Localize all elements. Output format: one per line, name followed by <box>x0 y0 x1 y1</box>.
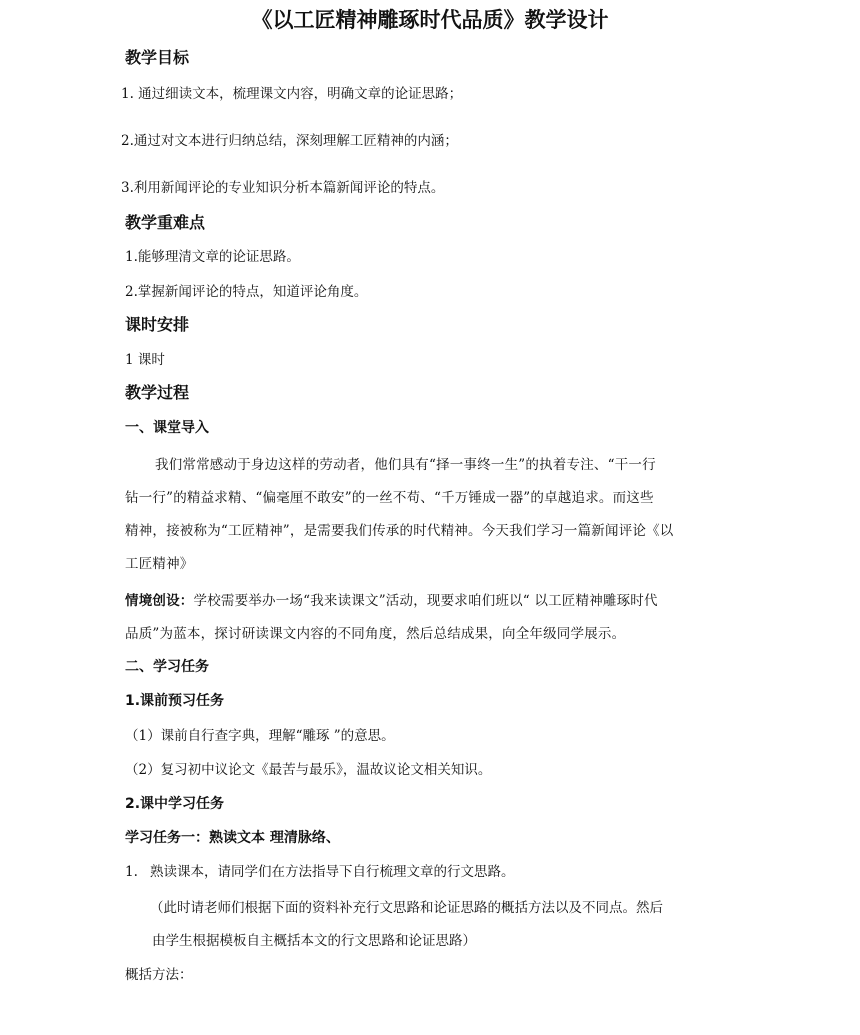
pre-class-item-2: （2）复习初中议论文《最苦与最乐》，温故议论文相关知识。 <box>125 762 492 778</box>
tasks-heading: 二、学习任务 <box>125 659 209 675</box>
step-number: 1. <box>125 864 138 880</box>
note-line-2: 由学生根据模板自主概括本文的行文思路和论证思路） <box>152 933 476 949</box>
pre-class-item-1: （1）课前自行查字典，理解“雕琢 ”的意思。 <box>125 728 395 744</box>
intro-heading: 一、课堂导入 <box>125 420 209 436</box>
method-label: 概括方法： <box>125 967 193 983</box>
in-class-heading: 2.课中学习任务 <box>125 796 225 812</box>
scenario-line-2: 品质”为蓝本，探讨研读课文内容的不同角度，然后总结成果，向全年级同学展示。 <box>125 626 626 642</box>
objective-item-1: 1. 通过细读文本，梳理课文内容，明确文章的论证思路； <box>121 86 463 102</box>
schedule-heading: 课时安排 <box>125 315 190 334</box>
scenario-line-1 <box>125 592 658 610</box>
objective-item-3: 3.利用新闻评论的专业知识分析本篇新闻评论的特点。 <box>121 180 445 196</box>
process-heading: 教学过程 <box>125 383 190 402</box>
intro-line-4: 工匠精神》 <box>125 556 194 572</box>
intro-line-3: 精神，接被称为“工匠精神”，是需要我们传承的时代精神。今天我们学习一篇新闻评论《以 <box>125 523 674 539</box>
task-one-heading: 学习任务一：熟读文本 理清脉络、 <box>125 830 340 846</box>
key-point-item-1: 1.能够理清文章的论证思路。 <box>125 249 300 265</box>
note-line-1: （此时请老师们根据下面的资料补充行文思路和论证思路的概括方法以及不同点。然后 <box>150 900 663 916</box>
objectives-heading: 教学目标 <box>125 48 190 67</box>
scenario-label: 情境创设： <box>125 593 194 609</box>
objective-item-2: 2.通过对文本进行归纳总结，深刻理解工匠精神的内涵； <box>121 133 458 149</box>
schedule-value: 1 课时 <box>125 352 165 368</box>
intro-line-1: 我们常常感动于身边这样的劳动者，他们具有“择一事终一生”的执着专注、“干一行 <box>155 457 656 473</box>
step-text: 熟读课本，请同学们在方法指导下自行梳理文章的行文思路。 <box>150 864 515 880</box>
key-points-heading: 教学重难点 <box>125 213 206 232</box>
scenario-text-1: 学校需要举办一场“我来读课文”活动，现要求咱们班以“ 以工匠精神雕琢时代 <box>193 593 658 609</box>
document-title: 《以工匠精神雕琢时代品质》教学设计 <box>251 8 609 32</box>
pre-class-heading: 1.课前预习任务 <box>125 693 225 709</box>
intro-line-2: 钻一行”的精益求精、“偏毫厘不敢安”的一丝不苟、“千万锤成一器”的卓越追求。而这些 <box>125 490 654 506</box>
key-point-item-2: 2.掌握新闻评论的特点，知道评论角度。 <box>125 284 368 300</box>
